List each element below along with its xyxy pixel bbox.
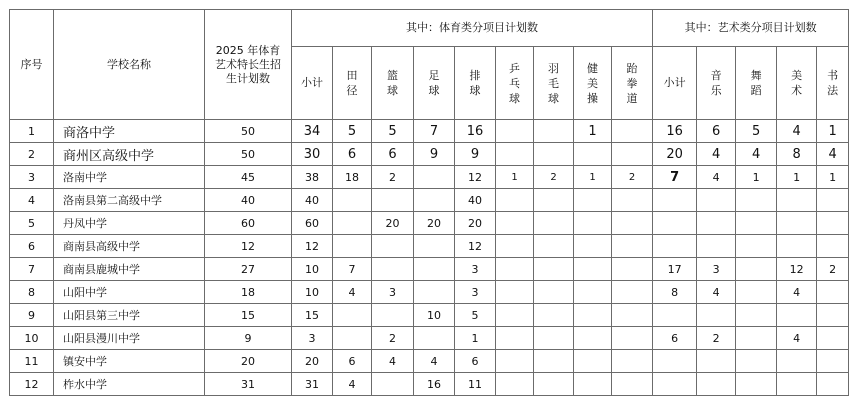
cell-sports <box>333 304 372 327</box>
table-row <box>10 281 849 304</box>
header-sports-col <box>292 47 333 120</box>
cell-sports: 11 <box>455 373 496 396</box>
cell-sports <box>534 189 574 212</box>
header-arts-col-label: 舞蹈 <box>750 69 762 97</box>
cell-school: 山阳县漫川中学 <box>54 327 205 350</box>
cell-arts: 6 <box>653 327 697 350</box>
cell-arts: 8 <box>653 281 697 304</box>
cell-school: 洛南中学 <box>54 166 205 189</box>
cell-sports <box>333 189 372 212</box>
cell-sports: 2 <box>534 166 574 189</box>
table-row <box>10 373 849 396</box>
cell-seq: 7 <box>10 258 54 281</box>
cell-sports <box>534 258 574 281</box>
cell-sports: 38 <box>292 166 333 189</box>
cell-arts: 4 <box>777 327 817 350</box>
cell-sports: 1 <box>574 120 612 143</box>
cell-school: 山阳县第三中学 <box>54 304 205 327</box>
cell-sports <box>414 327 455 350</box>
cell-plan-total: 50 <box>205 143 292 166</box>
cell-sports: 3 <box>455 281 496 304</box>
header-sports-col-label: 篮球 <box>387 69 398 97</box>
cell-sports: 1 <box>455 327 496 350</box>
cell-arts: 4 <box>817 143 849 166</box>
cell-sports <box>496 143 534 166</box>
cell-sports: 15 <box>292 304 333 327</box>
cell-sports: 2 <box>372 166 414 189</box>
cell-arts: 4 <box>777 120 817 143</box>
cell-arts: 1 <box>817 120 849 143</box>
cell-sports <box>574 327 612 350</box>
cell-arts <box>777 350 817 373</box>
cell-sports <box>496 373 534 396</box>
cell-sports: 4 <box>372 350 414 373</box>
table-row <box>10 235 849 258</box>
cell-arts: 4 <box>697 281 736 304</box>
cell-arts: 4 <box>777 281 817 304</box>
cell-plan-total: 31 <box>205 373 292 396</box>
header-arts-col <box>777 47 817 120</box>
cell-sports: 6 <box>455 350 496 373</box>
header-plan-2025: 2025 年体育艺术特长生招生计划数 <box>205 10 292 120</box>
cell-sports: 30 <box>292 143 333 166</box>
cell-arts <box>777 189 817 212</box>
cell-sports: 1 <box>574 166 612 189</box>
cell-sports <box>534 212 574 235</box>
cell-seq: 4 <box>10 189 54 212</box>
cell-arts <box>736 258 777 281</box>
cell-sports <box>612 212 653 235</box>
cell-seq: 5 <box>10 212 54 235</box>
cell-sports <box>496 235 534 258</box>
cell-sports: 6 <box>372 143 414 166</box>
cell-arts: 12 <box>777 258 817 281</box>
cell-arts: 2 <box>817 258 849 281</box>
cell-sports <box>414 281 455 304</box>
table-row <box>10 143 849 166</box>
plan-table-container <box>9 9 848 408</box>
cell-sports: 7 <box>414 120 455 143</box>
cell-arts <box>817 281 849 304</box>
cell-arts: 1 <box>736 166 777 189</box>
cell-sports <box>574 189 612 212</box>
cell-sports <box>534 235 574 258</box>
cell-seq: 2 <box>10 143 54 166</box>
cell-sports <box>612 120 653 143</box>
cell-sports <box>496 327 534 350</box>
cell-arts <box>777 235 817 258</box>
cell-sports: 10 <box>292 258 333 281</box>
cell-sports <box>574 235 612 258</box>
cell-arts <box>817 235 849 258</box>
cell-sports <box>612 327 653 350</box>
cell-sports: 3 <box>372 281 414 304</box>
cell-school: 山阳中学 <box>54 281 205 304</box>
cell-arts <box>653 304 697 327</box>
cell-sports: 4 <box>333 373 372 396</box>
header-sports-col-label: 乒乓球 <box>509 61 520 105</box>
cell-sports <box>612 235 653 258</box>
cell-arts <box>817 350 849 373</box>
cell-arts: 20 <box>653 143 697 166</box>
header-school: 学校名称 <box>54 10 205 120</box>
cell-school: 商洛中学 <box>54 120 205 143</box>
header-sports-col-label: 小计 <box>301 76 323 89</box>
cell-sports: 40 <box>292 189 333 212</box>
cell-sports <box>574 373 612 396</box>
cell-sports: 31 <box>292 373 333 396</box>
cell-arts <box>697 373 736 396</box>
table-row <box>10 120 849 143</box>
cell-sports <box>612 350 653 373</box>
cell-sports <box>574 212 612 235</box>
cell-sports <box>612 258 653 281</box>
cell-sports: 60 <box>292 212 333 235</box>
header-arts-col-label: 小计 <box>663 76 686 89</box>
cell-sports <box>372 304 414 327</box>
cell-sports <box>372 235 414 258</box>
cell-sports <box>574 258 612 281</box>
cell-sports <box>333 327 372 350</box>
cell-arts: 17 <box>653 258 697 281</box>
cell-arts: 3 <box>697 258 736 281</box>
cell-sports <box>534 143 574 166</box>
cell-sports <box>414 189 455 212</box>
cell-arts <box>777 304 817 327</box>
cell-sports <box>534 350 574 373</box>
cell-sports <box>574 143 612 166</box>
header-arts-col <box>697 47 736 120</box>
cell-sports <box>496 258 534 281</box>
cell-sports <box>612 189 653 212</box>
cell-sports <box>612 373 653 396</box>
cell-sports: 5 <box>333 120 372 143</box>
cell-sports: 6 <box>333 350 372 373</box>
cell-seq: 6 <box>10 235 54 258</box>
cell-arts <box>653 350 697 373</box>
cell-plan-total: 60 <box>205 212 292 235</box>
cell-arts <box>736 327 777 350</box>
cell-sports: 4 <box>414 350 455 373</box>
header-arts-col-label: 音乐 <box>710 69 722 97</box>
header-sports-col-label: 排球 <box>469 69 481 97</box>
cell-arts: 8 <box>777 143 817 166</box>
cell-seq: 9 <box>10 304 54 327</box>
table-row <box>10 258 849 281</box>
table-row <box>10 212 849 235</box>
cell-sports: 9 <box>455 143 496 166</box>
cell-seq: 11 <box>10 350 54 373</box>
cell-sports: 34 <box>292 120 333 143</box>
cell-sports <box>612 281 653 304</box>
cell-arts <box>817 373 849 396</box>
cell-sports <box>534 281 574 304</box>
table-row <box>10 166 849 189</box>
cell-seq: 8 <box>10 281 54 304</box>
cell-sports <box>372 258 414 281</box>
cell-plan-total: 27 <box>205 258 292 281</box>
cell-sports <box>496 212 534 235</box>
cell-arts: 1 <box>777 166 817 189</box>
cell-arts <box>736 235 777 258</box>
cell-arts <box>817 189 849 212</box>
cell-sports <box>333 212 372 235</box>
cell-sports: 18 <box>333 166 372 189</box>
cell-plan-total: 50 <box>205 120 292 143</box>
cell-sports <box>333 235 372 258</box>
cell-arts: 16 <box>653 120 697 143</box>
header-sports-col-label: 足球 <box>428 69 440 97</box>
cell-plan-total: 45 <box>205 166 292 189</box>
cell-sports <box>496 120 534 143</box>
table-row <box>10 350 849 373</box>
cell-arts <box>817 212 849 235</box>
header-arts-col-label: 书法 <box>827 69 839 97</box>
cell-sports: 3 <box>292 327 333 350</box>
cell-arts: 7 <box>653 166 697 189</box>
cell-arts: 4 <box>736 143 777 166</box>
cell-seq: 1 <box>10 120 54 143</box>
cell-arts <box>817 304 849 327</box>
cell-sports <box>534 120 574 143</box>
cell-sports: 12 <box>455 166 496 189</box>
table-row <box>10 189 849 212</box>
cell-arts <box>736 281 777 304</box>
cell-arts <box>697 212 736 235</box>
cell-arts <box>653 189 697 212</box>
cell-sports: 16 <box>455 120 496 143</box>
cell-sports <box>414 166 455 189</box>
cell-sports <box>612 143 653 166</box>
cell-arts: 6 <box>697 120 736 143</box>
cell-sports <box>534 304 574 327</box>
header-arts-col <box>653 47 697 120</box>
cell-sports <box>496 189 534 212</box>
header-sports-col <box>455 47 496 120</box>
cell-sports: 5 <box>455 304 496 327</box>
cell-seq: 12 <box>10 373 54 396</box>
cell-sports: 7 <box>333 258 372 281</box>
cell-arts: 4 <box>697 166 736 189</box>
cell-sports: 6 <box>333 143 372 166</box>
header-arts-col <box>736 47 777 120</box>
cell-seq: 3 <box>10 166 54 189</box>
cell-sports <box>496 350 534 373</box>
cell-arts <box>777 373 817 396</box>
table-head <box>10 10 849 120</box>
cell-sports <box>372 189 414 212</box>
header-sports-col <box>574 47 612 120</box>
cell-arts <box>736 350 777 373</box>
cell-arts: 2 <box>697 327 736 350</box>
cell-arts <box>736 212 777 235</box>
cell-sports <box>534 373 574 396</box>
cell-sports: 1 <box>496 166 534 189</box>
table-row <box>10 304 849 327</box>
cell-school: 商州区高级中学 <box>54 143 205 166</box>
cell-sports <box>534 327 574 350</box>
cell-sports <box>574 281 612 304</box>
cell-arts <box>697 304 736 327</box>
cell-sports: 20 <box>414 212 455 235</box>
cell-arts <box>697 189 736 212</box>
cell-sports: 2 <box>612 166 653 189</box>
cell-arts: 1 <box>817 166 849 189</box>
cell-sports: 40 <box>455 189 496 212</box>
cell-plan-total: 15 <box>205 304 292 327</box>
cell-plan-total: 12 <box>205 235 292 258</box>
plan-table <box>9 9 849 396</box>
cell-sports <box>414 258 455 281</box>
cell-sports: 12 <box>455 235 496 258</box>
cell-sports: 5 <box>372 120 414 143</box>
cell-sports: 20 <box>292 350 333 373</box>
cell-sports: 20 <box>455 212 496 235</box>
cell-arts <box>736 373 777 396</box>
table-body <box>10 120 849 396</box>
header-sports-col-label: 健美操 <box>587 61 598 105</box>
table-row <box>10 327 849 350</box>
cell-school: 洛南县第二高级中学 <box>54 189 205 212</box>
cell-arts <box>697 235 736 258</box>
cell-arts: 5 <box>736 120 777 143</box>
header-sports-col <box>372 47 414 120</box>
header-sports-col <box>612 47 653 120</box>
cell-sports: 4 <box>333 281 372 304</box>
header-arts-col <box>817 47 849 120</box>
cell-sports: 2 <box>372 327 414 350</box>
header-sports-col-label: 田径 <box>346 69 358 97</box>
cell-school: 商南县鹿城中学 <box>54 258 205 281</box>
cell-sports <box>574 350 612 373</box>
cell-sports: 9 <box>414 143 455 166</box>
cell-sports: 16 <box>414 373 455 396</box>
header-sports-col <box>414 47 455 120</box>
cell-sports: 3 <box>455 258 496 281</box>
header-sports-col <box>496 47 534 120</box>
cell-arts <box>653 235 697 258</box>
header-arts-col-label: 美术 <box>791 69 803 97</box>
cell-sports: 12 <box>292 235 333 258</box>
cell-arts <box>736 189 777 212</box>
cell-sports: 10 <box>292 281 333 304</box>
header-sports-col <box>534 47 574 120</box>
cell-arts <box>653 373 697 396</box>
cell-plan-total: 18 <box>205 281 292 304</box>
cell-plan-total: 9 <box>205 327 292 350</box>
cell-plan-total: 20 <box>205 350 292 373</box>
header-sports-col <box>333 47 372 120</box>
cell-sports <box>496 281 534 304</box>
cell-arts <box>817 327 849 350</box>
cell-school: 柞水中学 <box>54 373 205 396</box>
cell-sports <box>574 304 612 327</box>
cell-sports <box>372 373 414 396</box>
cell-arts <box>736 304 777 327</box>
cell-sports: 10 <box>414 304 455 327</box>
cell-arts <box>653 212 697 235</box>
header-sports-col-label: 跆拳道 <box>626 61 638 105</box>
header-arts-group: 其中：艺术类分项目计划数 <box>653 10 849 47</box>
cell-arts: 4 <box>697 143 736 166</box>
header-sports-col-label: 羽毛球 <box>548 61 559 105</box>
cell-seq: 10 <box>10 327 54 350</box>
cell-school: 镇安中学 <box>54 350 205 373</box>
cell-arts <box>777 212 817 235</box>
header-sports-group: 其中：体育类分项目计划数 <box>292 10 653 47</box>
cell-sports <box>414 235 455 258</box>
header-seq: 序号 <box>10 10 54 120</box>
cell-sports: 20 <box>372 212 414 235</box>
cell-sports <box>612 304 653 327</box>
cell-school: 丹凤中学 <box>54 212 205 235</box>
cell-sports <box>496 304 534 327</box>
cell-arts <box>697 350 736 373</box>
cell-plan-total: 40 <box>205 189 292 212</box>
cell-school: 商南县高级中学 <box>54 235 205 258</box>
